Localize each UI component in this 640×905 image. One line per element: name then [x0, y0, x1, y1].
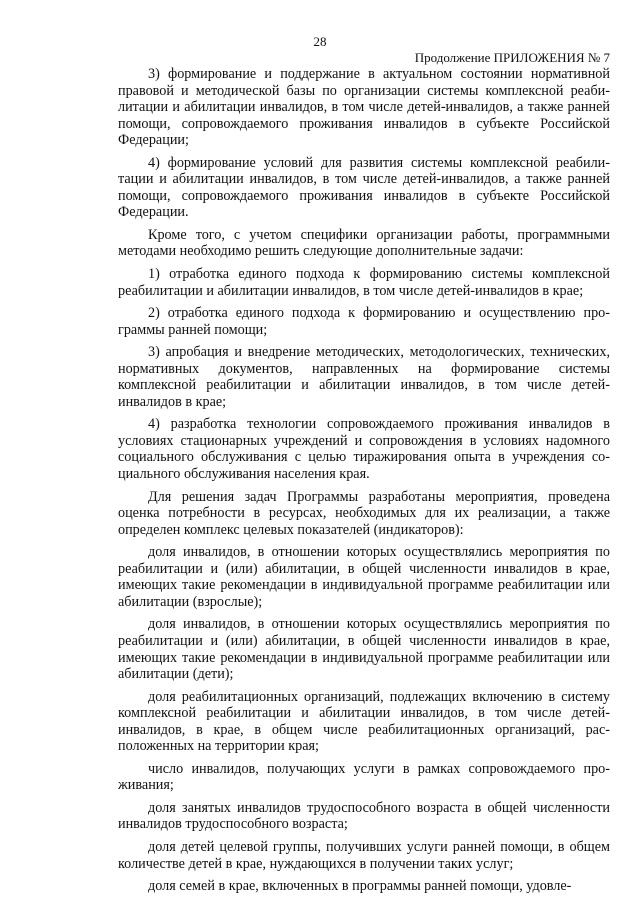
paragraph-additional-task-1: 1) отработка единого подхода к формированию системы комплексной реабилитации и абилитации инвалидов, в том числе детей-инвалидов в крае; — [118, 266, 610, 299]
paragraph-indicator-adults: доля инвалидов, в отношении которых осуществлялись мероприятия по реабилитации и (или) абилитации, в общей численности инвалидов в крае, имеющих такие рекомендации в индивидуальной программе реабилитации или абилитации (взрослые); — [118, 544, 610, 610]
paragraph-indicator-early-help-children: доля детей целевой группы, получивших услуги ранней помощи, в общем количестве детей в крае, нуждающихся в получении таких услуг; — [118, 838, 610, 872]
paragraph-task-4: 4) формирование условий для развития системы комплексной реабилитации и абилитации инвалидов, в том числе детей-инвалидов, а также ранней помощи, сопровождаемого проживания инвалидов в субъекте Российской Федерации. — [118, 154, 610, 221]
paragraph-indicators-intro: Для решения задач Программы разработаны мероприятия, проведена оценка потребности в ресурсах, необходимых для их реализации, а также определен комплекс целевых показателей (индикаторов): — [118, 488, 610, 538]
paragraph-additional-task-3: 3) апробация и внедрение методических, методологических, технических, нормативных документов, направленных на формирование системы комплексной реабилитации и абилитации инвалидов, в том числе детей-инвалидов в крае; — [118, 344, 610, 410]
paragraph-indicator-children: доля инвалидов, в отношении которых осуществлялись мероприятия по реабилитации и (или) абилитации, в общей численности инвалидов в крае, имеющих такие рекомендации в индивидуальной программе реабилитации или абилитации (дети); — [118, 616, 610, 683]
paragraph-indicator-employment: доля занятых инвалидов трудоспособного возраста в общей численности инвалидов трудоспособного возраста; — [118, 799, 610, 833]
paragraph-additional-task-2: 2) отработка единого подхода к формированию и осуществлению программы ранней помощи; — [118, 305, 610, 338]
paragraph-indicator-supported-living: число инвалидов, получающих услуги в рамках сопровождаемого проживания; — [118, 760, 610, 794]
paragraph-task-3: 3) формирование и поддержание в актуальном состоянии нормативной правовой и методической базы по организации системы комплексной реабилитации и абилитации инвалидов, в том числе детей-инвалидов, а также ранней помощи, сопровождаемого проживания инвалидов в субъекте Российской Федерации; — [118, 66, 610, 149]
page-number: 28 — [313, 34, 327, 49]
paragraph-additional-task-4: 4) разработка технологии сопровождаемого проживания инвалидов в условиях стационарных учреждений и сопровождения в условиях надомного социального обслуживания с целью тиражирования опыта в учреждения социального обслуживания населения края. — [118, 416, 610, 483]
body-text — [118, 66, 610, 901]
paragraph-indicator-organizations: доля реабилитационных организаций, подлежащих включению в систему комплексной реабилитации и абилитации инвалидов, в том числе детей-инвалидов, в крае, в общем числе реабилитационных организаций, расположенных на территории края; — [118, 688, 610, 755]
appendix-continuation-note: Продолжение ПРИЛОЖЕНИЯ № 7 — [414, 50, 610, 65]
paragraph-additional-tasks-intro: Кроме того, с учетом специфики организации работы, программными методами необходимо решить следующие дополнительные задачи: — [118, 226, 610, 260]
paragraph-indicator-early-help-families: доля семей в крае, включенных в программы ранней помощи, удовле- — [148, 878, 572, 895]
